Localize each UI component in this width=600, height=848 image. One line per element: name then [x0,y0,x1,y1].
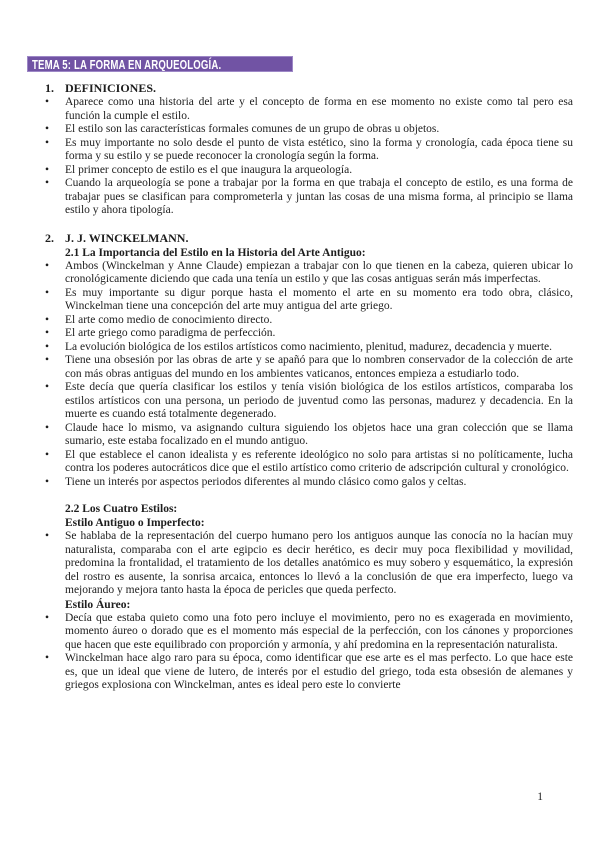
bullet-item: • Ambos (Winckelman y Anne Claude) empiezan a trabajar con lo que tienen en la cabeza, quieren ubicar lo cronológicamente diciendo que cada una tenía un estilo y que las cosas antiguas serán más imperfectas. [65,260,573,287]
subheading-estilo-aureo: Estilo Áureo: [65,598,131,611]
section-heading-winckelmann [27,231,573,245]
page-number: 1 [537,791,543,803]
section-gap [27,218,573,231]
page-title: TEMA 5: LA FORMA EN ARQUEOLOGÍA. [32,57,222,72]
bullet-item: • Se hablaba de la representación del cuerpo humano pero los antiguos aunque las conocía no la hacían muy naturalista, comparaba con el arte egipcio es decir herético, es decir muy poca flexibilidad y movilidad, predomina la frontalidad, el tratamiento de los detalles anatómico es muy sobero y esquemático, la expresión del rostro es ausente, la sonrisa arcaica, entonces lo llevó a la conclusión de que era imperfecto, luego va mejorando y mejora tanto hasta la época de pericles que queda perfecto. [65,530,573,598]
bullet-item: • Claude hace lo mismo, va asignando cultura siguiendo los objetos hace una gran colección que se llama sumario, este estaba focalizado en el mundo antiguo. [65,422,573,449]
heading-number: 1. [45,81,54,95]
bullet-item: • Tiene un interés por aspectos periodos diferentes al mundo clásico como galos y celtas. [65,476,573,490]
bullet-item: • El estilo son las características formales comunes de un grupo de obras u objetos. [65,123,573,137]
bullet-item: • El arte griego como paradigma de perfección. [65,327,573,341]
subheading-2-2: 2.2 Los Cuatro Estilos: [65,503,178,515]
bullet-item: • El primer concepto de estilo es el que inaugura la arqueología. [65,164,573,178]
bullet-item: • Este decía que quería clasificar los estilos y tenía visión biológica de los estilos artísticos, comparaba los estilos artísticos con una persona, un periodo de juventud como las personas, madurez y decadencia. En la muerte es cuando está totalmente degenerado. [65,381,573,422]
heading-text: DEFINICIONES. [65,81,157,95]
bullet-item: • Es muy importante su digur porque hasta el momento el arte en su momento era todo obra, clásico, Winckelman tiene una concepción del arte muy antigua del arte griego. [65,287,573,314]
bullet-item: • Es muy importante no solo desde el punto de vista estético, sino la forma y cronología, cada época tiene su forma y su estilo y se puede reconocer la cronología según la forma. [65,137,573,164]
subheading-2-1: 2.1 La Importancia del Estilo en la Historia del Arte Antiguo: [65,246,366,259]
heading-text: J. J. WINCKELMANN. [65,230,189,245]
section-gap [27,489,573,502]
bullet-item: • Tiene una obsesión por las obras de arte y se apañó para que lo nombren conservador de la colección de arte con más obras antiguas del mundo en los ambientes vaticanos, entonces empieza a estudiarlo todo. [65,354,573,381]
bullet-item: • El que establece el canon idealista y es referente ideológico no solo para artistas si no políticamente, lucha contra los poderes autocráticos dice que el estilo artístico como criterio de adscripción cultural y cronológico. [65,449,573,476]
document-content [27,56,573,693]
bullet-item: • Cuando la arqueología se pone a trabajar por la forma en que trabaja el concepto de estilo, es una forma de trabajar pues se clasifican para comprometerla y juntan las cosas de una misma forma, al principio se llama estilo y ahora tipología. [65,177,573,218]
bullet-item: • La evolución biológica de los estilos artísticos como nacimiento, plenitud, madurez, decadencia y muerte. [65,341,573,355]
subheading-estilo-antiguo: Estilo Antiguo o Imperfecto: [65,517,205,529]
page-title-highlight [27,56,293,72]
bullet-item: • Winckelman hace algo raro para su época, como identificar que ese arte es el mas perfecto. Lo que hace este es, que un ideal que viene de lutero, de interés por el estudio del griego, toda esta obsesión de alemanes y griegos explosiona con Winckelman, antes es ideal pero este lo convierte [65,652,573,693]
section-heading-definiciones [27,81,573,95]
heading-number: 2. [45,230,54,245]
bullet-item: • El arte como medio de conocimiento directo. [65,314,573,328]
bullet-item: • Aparece como una historia del arte y el concepto de forma en ese momento no existe como tal pero esa función la cumple el estilo. [65,96,573,123]
bullet-item: • Decía que estaba quieto como una foto pero incluye el movimiento, pero no es exagerada en movimiento, momento áureo o dorado que es el momento más especial de la perfección, con los cánones y proporciones que hacen que este equilibrado con proporción y armonía, y ahí predomina en la representación naturalista. [65,612,573,653]
